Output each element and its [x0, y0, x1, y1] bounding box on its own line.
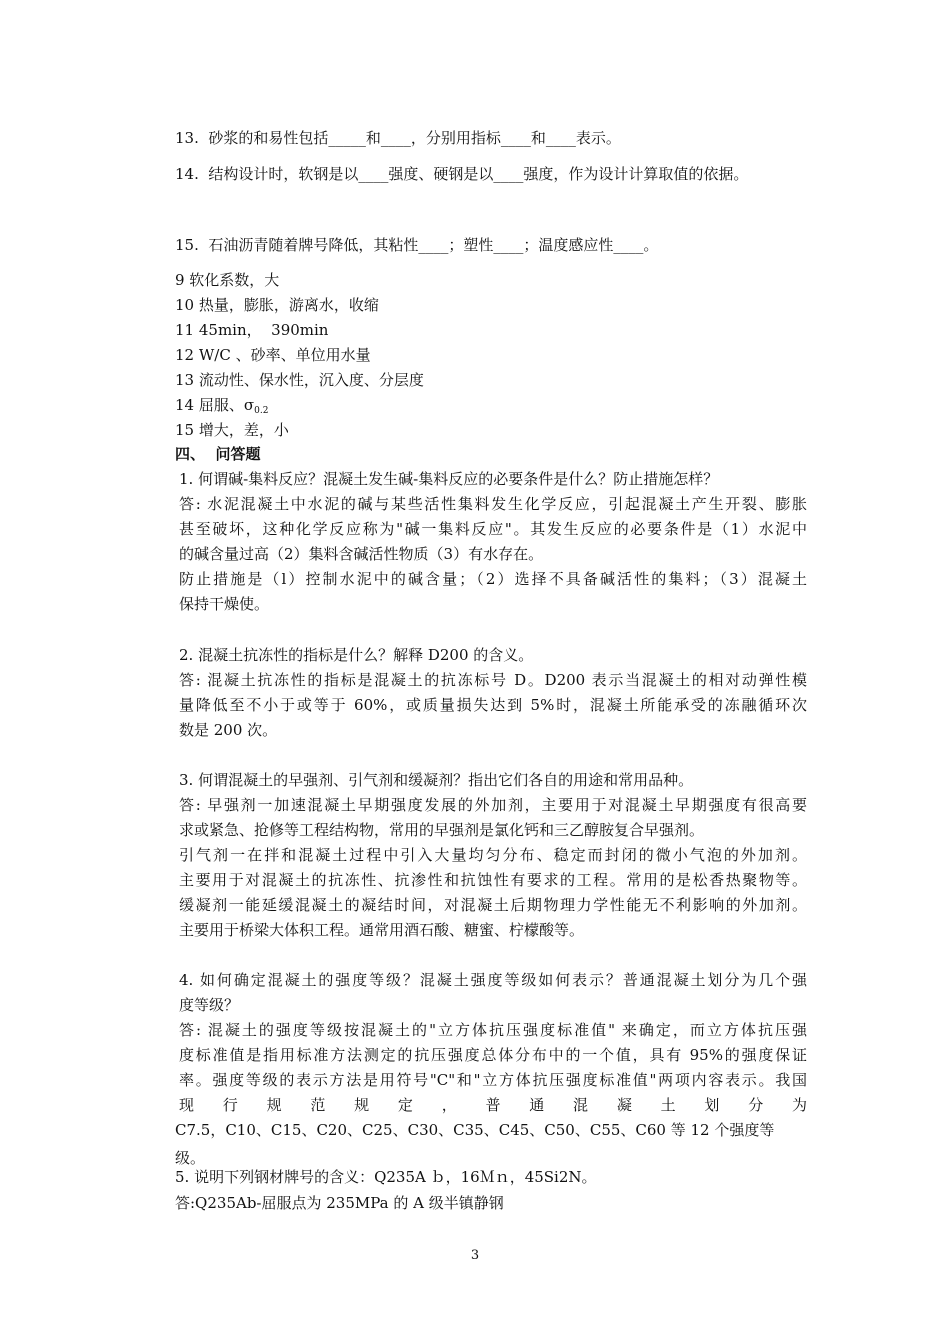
fill-in-q15: 15. 石油沥青随着牌号降低，其粘性____；塑性____；温度感应性____。	[175, 236, 659, 254]
answer-12: 12 W/C 、砂率、单位用水量	[175, 346, 371, 364]
qa3-question: 3. 何谓混凝土的早强剂、引气剂和缓凝剂？指出它们各自的用途和常用品种。	[179, 771, 694, 789]
qa4-question-line: 度等级？	[179, 996, 240, 1014]
fill-in-q14: 14. 结构设计时，软钢是以____强度、硬钢是以____强度，作为设计计算取值的依据。	[175, 165, 749, 183]
answer-14-text: 14 屈服、σ	[175, 396, 255, 414]
answer-11: 11 45min， 390min	[175, 321, 329, 339]
qa2-answer-line: 量降低至不小于或等于 60%，或质量损失达到 5%时，混凝土所能承受的冻融循环次	[179, 696, 807, 714]
answer-14	[175, 395, 268, 421]
answer-9: 9 软化系数，大	[175, 271, 280, 289]
qa1-answer-line: 甚至破坏，这种化学反应称为"碱一集料反应"。其发生反应的必要条件是（1）水泥中	[179, 520, 807, 538]
qa5-answer-line: 答:Q235Ab-屈服点为 235MPa 的 A 级半镇静钢	[175, 1194, 504, 1212]
qa3-answer-line: 主要用于对混凝土的抗冻性、抗渗性和抗蚀性有要求的工程。常用的是松香热聚物等。	[179, 871, 807, 889]
qa3-answer-line: 缓凝剂一能延缓混凝土的凝结时间，对混凝土后期物理力学性能无不利影响的外加剂。	[179, 896, 807, 914]
answer-10: 10 热量，膨胀，游离水，收缩	[175, 296, 379, 314]
qa1-answer-line: 防止措施是（l）控制水泥中的碱含量；（2）选择不具备碱活性的集料；（3）混凝土	[179, 570, 807, 588]
qa4-answer-line: 答: 混凝土的强度等级按混凝土的"立方体抗压强度标准值" 来确定，而立方体抗压强	[179, 1021, 807, 1039]
qa3-answer-line: 主要用于桥梁大体积工程。通常用酒石酸、糖蜜、柠檬酸等。	[179, 921, 585, 939]
answer-15: 15 增大，差，小	[175, 421, 289, 439]
qa4-answer-line: 率。强度等级的表示方法是用符号"C"和"立方体抗压强度标准值"两项内容表示。我国	[179, 1071, 807, 1089]
qa3-answer-line: 求或紧急、抢修等工程结构物，常用的早强剂是氯化钙和三乙醇胺复合早强剂。	[179, 821, 705, 839]
answer-14-subscript: 0.2	[254, 406, 269, 416]
qa4-answer-line: 现行规范规定，普通混凝土划分为	[179, 1096, 807, 1114]
qa2-answer-line: 答: 混凝土抗冻性的指标是混凝土的抗冻标号 D。D200 表示当混凝土的相对动弹性模	[179, 671, 807, 689]
qa3-answer-line: 答: 早强剂一加速混凝土早期强度发展的外加剂，主要用于对混凝土早期强度有很高要	[179, 796, 807, 814]
qa2-answer-line: 数是 200 次。	[179, 721, 278, 739]
qa1-answer-line: 保持干燥使。	[179, 595, 270, 613]
qa1-answer-line: 答: 水泥混凝土中水泥的碱与某些活性集料发生化学反应，引起混凝土产生开裂、膨胀	[179, 495, 807, 513]
fill-in-q13: 13. 砂浆的和易性包括_____和____，分别用指标____和____表示。	[175, 129, 621, 147]
section-title: 四、 问答题	[175, 445, 261, 463]
qa4-answer-line: 度标准值是指用标准方法测定的抗压强度总体分布中的一个值，具有 95%的强度保证	[179, 1046, 807, 1064]
qa1-question: 1. 何谓碱-集料反应？混凝土发生碱-集料反应的必要条件是什么？防止措施怎样？	[179, 470, 719, 488]
qa1-answer-line: 的碱含量过高（2）集料含碱活性物质（3）有水存在。	[179, 545, 544, 563]
qa4-answer-line: C7.5，C10、C15、C20、C25、C30、C35、C45、C50、C55、C60 等 12 个强度等级。	[175, 1121, 775, 1167]
answer-13: 13 流动性、保水性，沉入度、分层度	[175, 371, 424, 389]
qa5-question: 5. 说明下列钢材牌号的含义：Q235A ｂ，16Ｍｎ，45Si2N。	[175, 1168, 597, 1186]
qa4-question-line: 4. 如何确定混凝土的强度等级？混凝土强度等级如何表示？普通混凝土划分为几个强	[179, 971, 807, 989]
qa2-question: 2. 混凝土抗冻性的指标是什么？解释 D200 的含义。	[179, 646, 534, 664]
page-number: 3	[470, 1248, 480, 1263]
qa3-answer-line: 引气剂一在拌和混凝土过程中引入大量均匀分布、稳定而封闭的微小气泡的外加剂。	[179, 846, 807, 864]
